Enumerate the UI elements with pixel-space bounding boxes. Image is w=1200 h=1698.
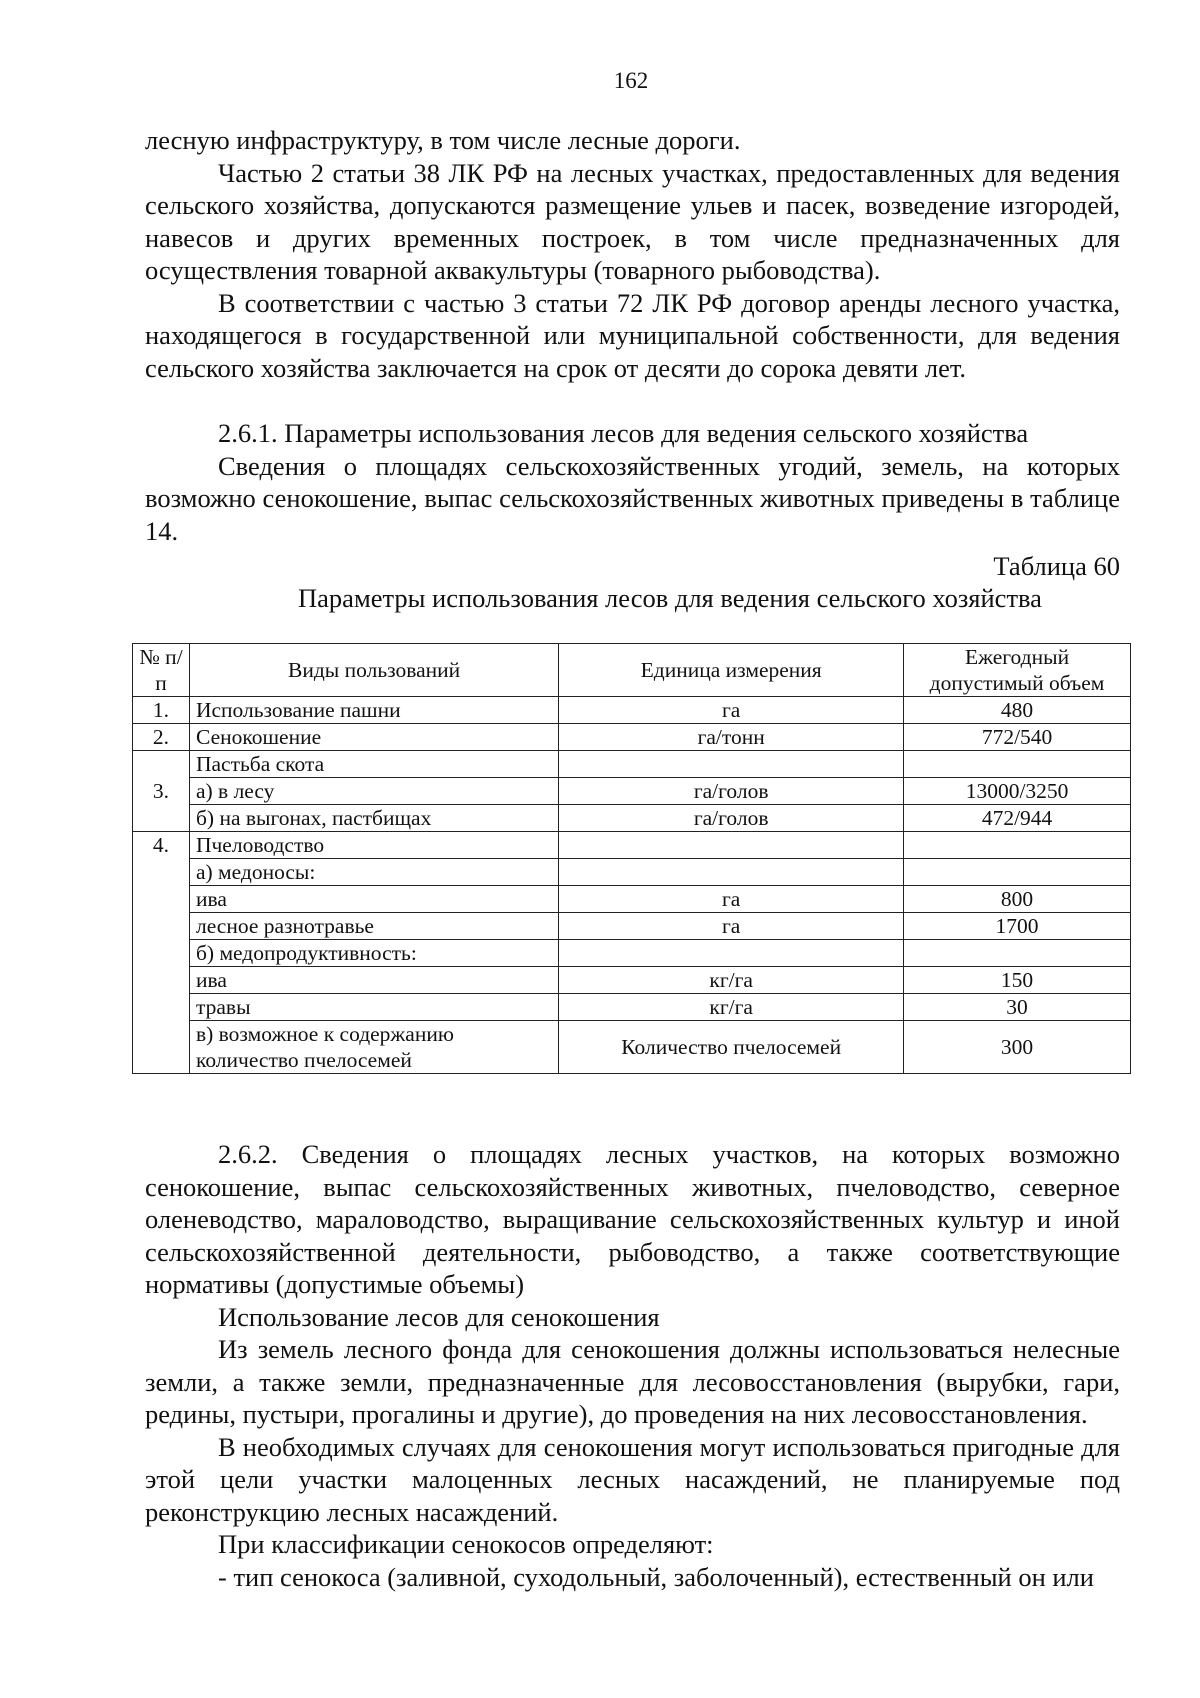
cell-num: 3. — [133, 751, 190, 832]
paragraph: Из земель лесного фонда для сенокошения должны использоваться нелесные земли, а также земли, предназначенные для лесовосстановления (вырубки, гари, редины, пустыри, прогалины и другие), до проведения на них лесовосстановления. — [145, 1334, 1120, 1429]
cell-unit — [559, 751, 904, 778]
cell-volume: 772/540 — [904, 724, 1131, 751]
table-title: Параметры использования лесов для ведения сельского хозяйства — [298, 583, 1042, 613]
cell-kind: ива — [189, 967, 558, 994]
cell-unit: га — [559, 913, 904, 940]
cell-kind: в) возможное к содержанию количество пчелосемей — [189, 1021, 558, 1074]
header-num: № п/п — [133, 644, 190, 697]
section-2-6-1 — [145, 417, 1120, 547]
cell-unit — [559, 832, 904, 859]
cell-kind: травы — [189, 994, 558, 1021]
cell-kind: ива — [189, 886, 558, 913]
parameters-table — [132, 643, 1131, 1074]
table-row — [133, 724, 1131, 751]
intro-text — [145, 124, 1120, 384]
table-row — [133, 751, 1131, 778]
cell-unit — [559, 940, 904, 967]
cell-unit: га/голов — [559, 805, 904, 832]
paragraph: При классификации сенокосов определяют: — [218, 1529, 714, 1559]
cell-volume: 300 — [904, 1021, 1131, 1074]
table-row — [133, 832, 1131, 859]
cell-kind: Пчеловодство — [189, 832, 558, 859]
cell-volume: 800 — [904, 886, 1131, 913]
cell-kind: лесное разнотравье — [189, 913, 558, 940]
table-row — [133, 778, 1131, 805]
header-unit: Единица измерения — [559, 644, 904, 697]
header-volume: Ежегодный допустимый объем — [904, 644, 1131, 697]
cell-num: 4. — [133, 832, 190, 1074]
section-heading: 2.6.2. Сведения о площадях лесных участков, на которых возможно сенокошение, выпас сельскохозяйственных животных, пчеловодство, северное оленеводство, мараловодство, выращивание сельскохозяйственных культур и иной сельскохозяйственной деятельности, рыбоводство, а также соответствующие нормативы (допустимые объемы) — [145, 1139, 1120, 1299]
section-heading: 2.6.1. Параметры использования лесов для ведения сельского хозяйства — [218, 418, 1029, 448]
table-row — [133, 886, 1131, 913]
table-label: Таблица 60 — [993, 551, 1120, 581]
cell-kind: Использование пашни — [189, 697, 558, 724]
cell-unit: Количество пчелосемей — [559, 1021, 904, 1074]
table-row — [133, 1021, 1131, 1074]
cell-volume — [904, 859, 1131, 886]
cell-unit — [559, 859, 904, 886]
cell-volume — [904, 832, 1131, 859]
header-kind: Виды пользований — [189, 644, 558, 697]
cell-num: 1. — [133, 697, 190, 724]
paragraph: - тип сенокоса (заливной, суходольный, заболоченный), естественный он или — [218, 1561, 1094, 1592]
cell-kind: б) медопродуктивность: — [189, 940, 558, 967]
table-row — [133, 994, 1131, 1021]
cell-kind: Сенокошение — [189, 724, 558, 751]
cell-volume: 30 — [904, 994, 1131, 1021]
paragraph: лесную инфраструктуру, в том числе лесные дороги. — [145, 125, 741, 155]
table-row — [133, 913, 1131, 940]
cell-num: 2. — [133, 724, 190, 751]
cell-kind: б) на выгонах, пастбищах — [189, 805, 558, 832]
cell-unit: кг/га — [559, 967, 904, 994]
cell-volume — [904, 940, 1131, 967]
cell-volume — [904, 751, 1131, 778]
table-row — [133, 967, 1131, 994]
cell-unit: кг/га — [559, 994, 904, 1021]
cell-kind: а) в лесу — [189, 778, 558, 805]
cell-unit: га/тонн — [559, 724, 904, 751]
table-row — [133, 859, 1131, 886]
paragraph: В необходимых случаях для сенокошения могут использоваться пригодные для этой цели участки малоценных лесных насаждений, не планируемые под реконструкцию лесных насаждений. — [145, 1431, 1120, 1527]
subheading: Использование лесов для сенокошения — [218, 1301, 660, 1332]
cell-kind: Пастьба скота — [189, 751, 558, 778]
cell-kind: а) медоносы: — [189, 859, 558, 886]
cell-unit: га — [559, 886, 904, 913]
paragraph: В соответствии с частью 3 статьи 72 ЛК РФ договор аренды лесного участка, находящегося в государственной или муниципальной собственности, для ведения сельского хозяйства заключается на срок от десяти до сорока девяти лет. — [145, 287, 1120, 383]
table-header-row — [133, 644, 1131, 697]
cell-volume: 13000/3250 — [904, 778, 1131, 805]
page-number: 162 — [613, 68, 649, 93]
section-2-6-2 — [145, 1138, 1120, 1593]
cell-volume: 150 — [904, 967, 1131, 994]
table-row — [133, 940, 1131, 967]
paragraph: Частью 2 статьи 38 ЛК РФ на лесных участках, предоставленных для ведения сельского хозяйства, допускаются размещение ульев и пасек, возведение изгородей, навесов и других временных построек, в том числе предназначенных для осуществления товарной аквакультуры (товарного рыбоводства). — [145, 157, 1120, 285]
cell-volume: 1700 — [904, 913, 1131, 940]
table-row — [133, 697, 1131, 724]
cell-volume: 480 — [904, 697, 1131, 724]
cell-unit: га/голов — [559, 778, 904, 805]
cell-unit: га — [559, 697, 904, 724]
cell-volume: 472/944 — [904, 805, 1131, 832]
table-row — [133, 805, 1131, 832]
paragraph: Сведения о площадях сельскохозяйственных угодий, земель, на которых возможно сенокошение, выпас сельскохозяйственных животных приведены в таблице 14. — [145, 450, 1120, 546]
